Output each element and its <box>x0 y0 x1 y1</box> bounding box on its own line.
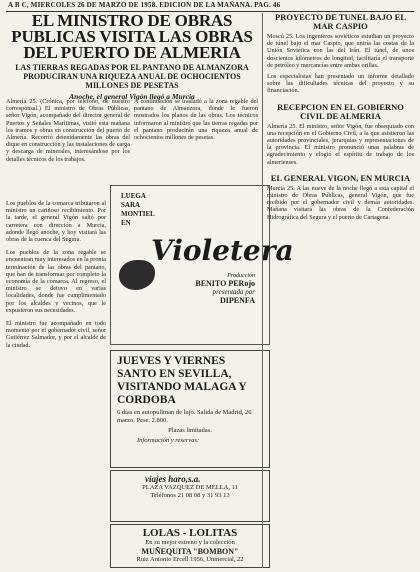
right-text-2: Los especialistas han presentado un informe detallado sobre las dificultades técnicas del proyecto y su financiación. <box>267 73 414 95</box>
violetera-line3: MONTIEL <box>121 210 155 218</box>
lead-article-header <box>4 13 260 103</box>
lolas-headline: LOLAS - LOLITAS <box>142 527 238 539</box>
violetera-promo <box>111 186 269 228</box>
lolas-brand: MUÑEQUITA "BOMBON" <box>141 546 239 556</box>
right-text-4: Murcia 25. A las nueve de la noche llegó a esta capital el ministro de Obras Públicas, general Vigón, que fue recibido por el gobernador civil y demás autoridades. Mañana visitará las obras de la Confederación Hidrográfica del Segura y el puerto de Cartagena. <box>267 184 414 221</box>
right-headline-2: RECEPCION EN EL GOBIERNO CIVIL DE ALMERIA <box>277 101 404 121</box>
violetera-brand: Violetera <box>151 234 294 267</box>
lead-col1: Almería 25. (Crónica, por teléfono, de nuestro corresponsal.) El ministro de Obras Públicas, señor Vigón, acompañado del director general de Puertos y Señales Marítimas, visitó esta mañana los tramos y obras en construcción del puerto de Almería. Recorrió detenidamente las obras del dique en construcción y las instalaciones de carga y descarga de minerales, interesándose por los detalles técnicos de los trabajos. <box>6 98 130 163</box>
lead-dateline: Anoche, el general Vigón llegó a Murcia <box>69 92 195 101</box>
bus-trip-ad <box>110 350 270 468</box>
lead-article-body <box>6 98 258 163</box>
lolas-line: En su mejor estreno y la colección <box>145 539 235 546</box>
mid-upper-text: El ministro fue acompañado en todo momento por el gobernador civil, señor Gutiérrez Salmador, y por el alcalde de la ciudad. <box>6 320 106 349</box>
violetera-ad <box>110 185 294 345</box>
bus-text: 6 días en autopullman de lujo. Salida de Madrid, 26 marzo. Pese. 2.800. <box>117 409 252 424</box>
violetera-distributed-label: presentada por <box>212 288 255 296</box>
right-headline-1: PROYECTO DE TUNEL BAJO EL MAR CASPIO <box>275 13 406 31</box>
page-header <box>8 1 412 11</box>
lolas-address: Ruiz Antonio Ercell 1956, Unmercial, 22 <box>136 555 244 563</box>
violetera-distributor: DIPENFA <box>220 296 255 305</box>
viajes-address: PLAZA VAZQUEZ DE MELLA, 11 <box>142 484 238 491</box>
viajes-logo: viajes haro,s.a. <box>145 474 201 484</box>
left-column-text <box>6 200 106 560</box>
lead-headline: EL MINISTRO DE OBRAS PUBLICAS VISITA LAS OBRAS DEL PUERTO DE ALMERIA <box>11 11 253 62</box>
left-lower-text: Los pueblos de la zona regable se encuentran muy interesados en la pronta terminación de las obras del pantano, que han de transformar por completo la economía de la comarca. Al regreso, el ministro se detuvo en varias localidades, donde fue cumplimentado por los alcaldes y vecinos, que le expusieron sus necesidades. <box>6 249 106 314</box>
lead-col3: Los pueblos de la comarca tributaron al ministro un cariñoso recibimiento. Por la tarde, el general Vigón salió por carretera con dirección a Murcia, adonde llegó anoche, y hoy visitará las obras de la cuenca del Segura. <box>6 200 106 244</box>
bus-info: Información y reservas: <box>137 437 200 444</box>
page-header-text: A B C, MIERCOLES 26 DE MARZO DE 1958. EDICION DE LA MAÑANA. PAG. 46 <box>8 1 281 9</box>
lead-col2: A continuación se trasladó a la zona regable del pantano de Almanzora, donde le fueron mostrados los planos de las obras. Los técnicos informaron al ministro que las tierras regadas por el pantano producirán una riqueza anual de ochocientos millones de pesetas. <box>134 98 258 142</box>
violetera-producer: BENITO PERojo <box>195 279 255 288</box>
violetera-line1: LUEGA <box>121 192 146 200</box>
violetera-line4: EN <box>121 219 131 227</box>
bus-headline: JUEVES Y VIERNES SANTO EN SEVILLA, VISITANDO MALAGA Y CORDOBA <box>117 355 247 406</box>
lead-subhead: LAS TIERRAS REGADAS POR EL PANTANO DE ALMANZORA PRODUCIRAN UNA RIQUEZA ANUAL DE OCHOCIENTOS MILLONES DE PESETAS <box>15 63 249 90</box>
viajes-phones: Teléfonos 21 08 08 y 31 93 13 <box>150 492 230 499</box>
right-text-1: Moscú 25. Los ingenieros soviéticos estudian un proyecto de túnel bajo el mar Caspio, que uniría las costas de la Unión Soviética con las del Irán. El túnel, de unos doscientos kilómetros de longitud, facilitaría el transporte de petróleo y mercancías entre ambas orillas. <box>267 33 414 69</box>
right-headline-3: EL GENERAL VIGON, EN MURCIA <box>270 172 411 183</box>
lolas-ad <box>110 524 270 568</box>
right-text-3: Almería 25. El ministro, señor Vigón, fue obsequiado con una recepción en el Gobierno Civil, a la que asistieron las autoridades provinciales, jerarquías y representaciones de la provincia. El ministro pronunció unas palabras de agradecimiento y elogió el espíritu de trabajo de los almerienses. <box>267 122 414 166</box>
violetera-produced-label: Producción <box>227 273 255 279</box>
right-column <box>262 13 414 568</box>
bus-places: Plazas limitadas. <box>168 427 212 434</box>
viajes-ad <box>110 470 270 522</box>
violetera-line2: SARA <box>121 201 141 209</box>
